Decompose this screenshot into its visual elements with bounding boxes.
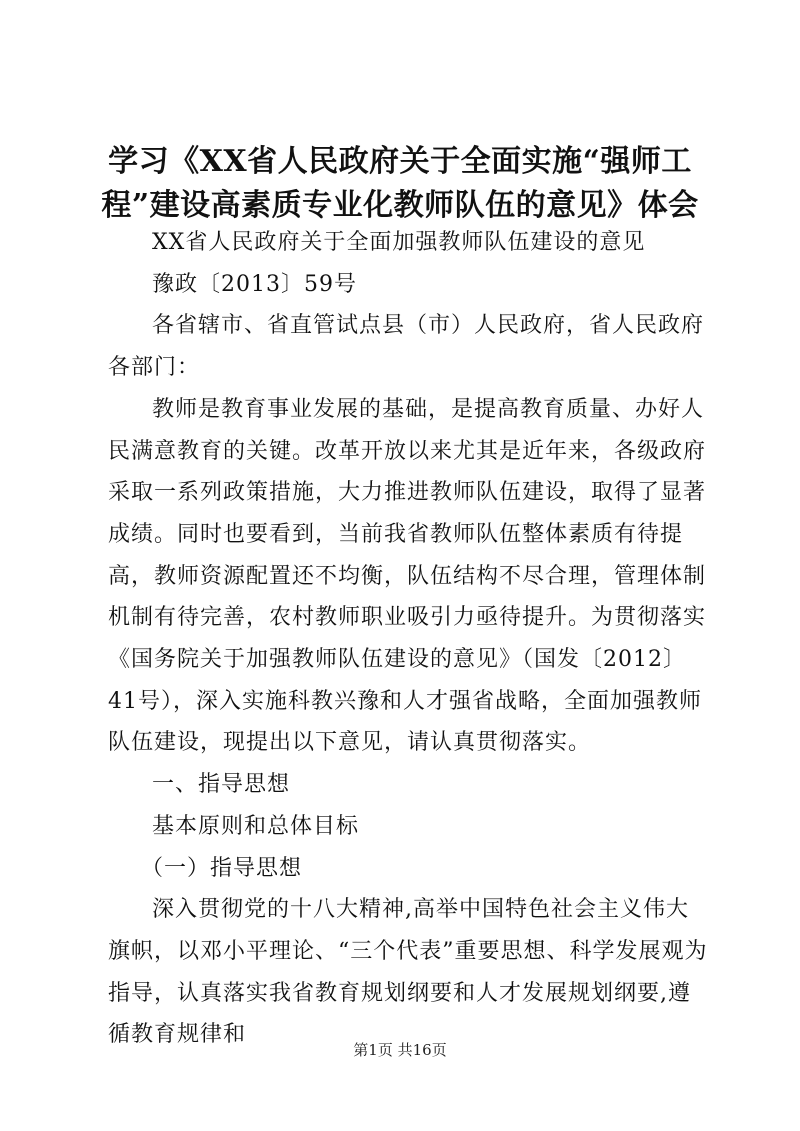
document-body — [108, 222, 708, 1056]
paragraph-subtitle: XX省人民政府关于全面加强教师队伍建设的意见 — [152, 230, 646, 255]
paragraph-doc-number: 豫政〔2013〕59号 — [152, 271, 357, 297]
paragraph-intro: 教师是教育事业发展的基础，是提高教育质量、办好人民满意教育的关键。改革开放以来尤其是近年来，各级政府采取一系列政策措施，大力推进教师队伍建设，取得了显著成绩。同时也要看到，当前我省教师队伍整体素质有待提高，教师资源配置还不均衡，队伍结构不尽合理，管理体制机制有待完善，农村教师职业吸引力亟待提升。为贯彻落实《国务院关于加强教师队伍建设的意见》（国发〔2012〕41号），深入实施科教兴豫和人才强省战略，全面加强教师队伍建设，现提出以下意见，请认真贯彻落实。 — [108, 396, 707, 756]
document-title: 学习《XX省人民政府关于全面实施“强师工程”建设高素质专业化教师队伍的意见》体会 — [101, 144, 699, 223]
section-heading-2: 基本原则和总体目标 — [152, 813, 360, 839]
paragraph-addressee: 各省辖市、省直管试点县（市）人民政府，省人民政府各部门： — [108, 313, 705, 381]
paragraph-guiding: 深入贯彻党的十八大精神,高举中国特色社会主义伟大旗帜，以邓小平理论、“三个代表”重要思想、科学发展观为指导，认真落实我省教育规划纲要和人才发展规划纲要,遵循教育规律和 — [108, 897, 708, 1048]
page-footer: 第1页 共16页 — [353, 1041, 447, 1059]
section-heading-1: 一、指导思想 — [152, 772, 291, 798]
subsection-heading: （一）指导思想 — [141, 855, 303, 881]
